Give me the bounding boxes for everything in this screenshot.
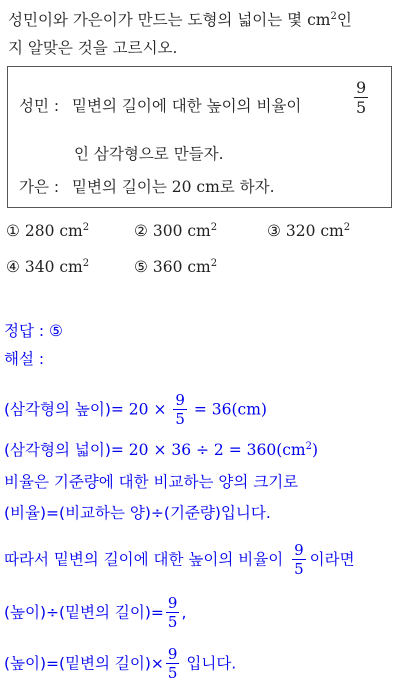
height-equation: (삼각형의 높이)= 20 × $\frac{9}{5}$ = 36(cm): [4, 391, 267, 428]
choice-5[interactable]: ⑤ 360 $cm^2$: [134, 258, 218, 277]
seongmin-condition: 성민 : 밑변의 길이에 대한 높이의 비율이: [19, 97, 302, 115]
thus-line: 따라서 밑변의 길이에 대한 높이의 비율이 $\frac{9}{5}$ 이라면: [4, 541, 355, 578]
eq2-fraction: $\frac{9}{5}$: [167, 645, 178, 682]
unit-cm: cm: [307, 11, 331, 29]
choice-3[interactable]: ③ 320 $cm^2$: [267, 222, 351, 241]
question-line-2: 지 알맞은 것을 고르시오.: [8, 39, 178, 57]
explanation-label: 해설 :: [4, 350, 45, 368]
ratio-fraction: $\frac{9}{5}$: [356, 78, 367, 117]
seongmin-condition-cont: 인 삼각형으로 만들자.: [74, 145, 224, 163]
thus-fraction: $\frac{9}{5}$: [294, 541, 304, 578]
gaeun-condition: 가은 : 밑변의 길이는 20 cm로 하자.: [19, 178, 275, 196]
eq1-fraction: $\frac{9}{5}$: [167, 594, 178, 631]
choice-4[interactable]: ④ 340 $cm^2$: [6, 258, 90, 277]
choice-1[interactable]: ① 280 $cm^2$: [6, 222, 90, 241]
definition-line-1: 비율은 기준량에 대한 비교하는 양의 크기로: [4, 473, 299, 491]
definition-line-2: (비율)=(비교하는 양)÷(기준량)입니다.: [4, 504, 271, 522]
answer: 정답 : ⑤: [4, 322, 63, 340]
height-fraction: $\frac{9}{5}$: [175, 391, 185, 428]
choice-2[interactable]: ② 300 $cm^2$: [134, 222, 218, 241]
height-formula: (높이)=(밑변의 길이)× $\frac{9}{5}$ 입니다.: [4, 645, 237, 682]
ratio-equation: (높이)÷(밑변의 길이)= $\frac{9}{5}$ ,: [4, 594, 187, 631]
question-line-1: 성민이와 가은이가 만드는 도형의 넓이는 몇 $cm^2$인: [8, 10, 352, 29]
area-equation: (삼각형의 넓이)= $20 \times 36 \div 2 = 360(cm^2)$: [4, 440, 319, 459]
